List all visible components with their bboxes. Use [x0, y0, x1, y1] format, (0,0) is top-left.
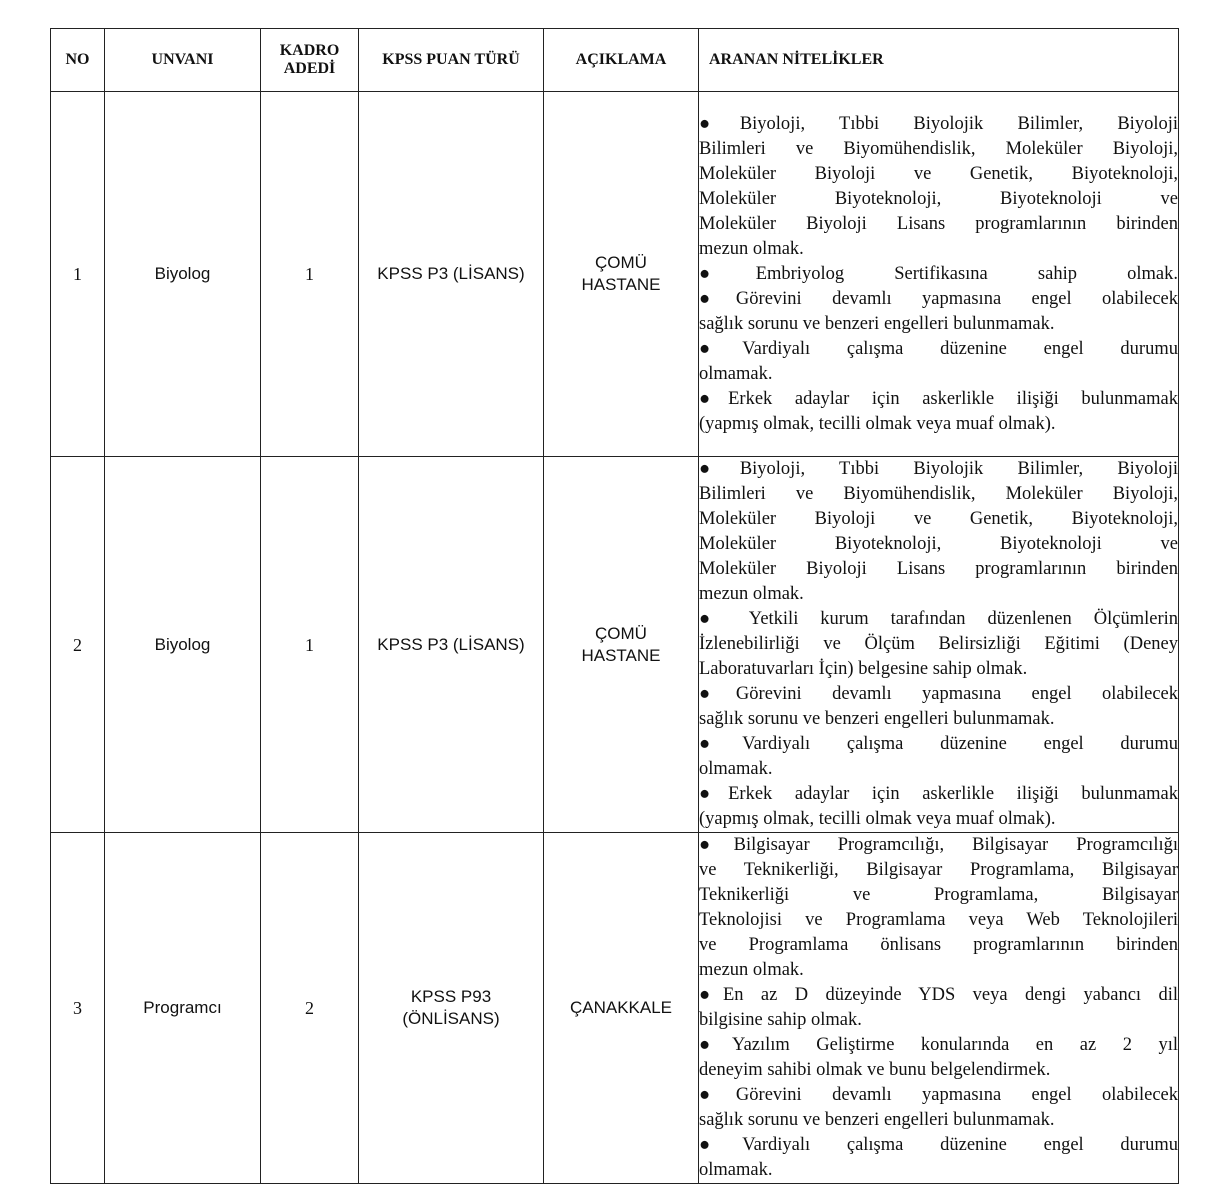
row-aciklama — [544, 833, 699, 1184]
row-aciklama — [544, 92, 699, 457]
qualification-line: bilgisine sahip olmak. — [699, 1010, 862, 1030]
row-aciklama-line1: ÇANAKKALE — [569, 998, 673, 1017]
row-no: 3 — [51, 833, 105, 1184]
qualification-line: Laboratuvarları İçin) belgesine sahip olmak. — [699, 659, 1028, 679]
row-kpss — [359, 457, 544, 833]
qualification-line: sağlık sorunu ve benzeri engelleri bulunmamak. — [699, 1110, 1055, 1130]
qualification-line: ●Görevini devamlı yapmasına engel olabilecek — [699, 684, 1178, 704]
table-row — [51, 457, 1179, 833]
qualification-line: ●Vardiyalı çalışma düzenine engel durumu — [699, 338, 1178, 359]
qualification-line: olmamak. — [699, 363, 773, 384]
row-qualifications — [699, 833, 1179, 1184]
qualification-line: mezun olmak. — [699, 238, 804, 259]
row-qualifications — [699, 457, 1179, 833]
qualification-line: sağlık sorunu ve benzeri engelleri bulunmamak. — [699, 709, 1055, 729]
qualification-line: ●En az D düzeyinde YDS veya dengi yabancı dil — [699, 985, 1178, 1005]
qualification-line: ● Yetkili kurum tarafından düzenlenen Ölçümlerin — [699, 609, 1178, 629]
header-nitelikler: ARANAN NİTELİKLER — [699, 29, 1179, 92]
qualification-line: Teknolojisi ve Programlama veya Web Teknolojileri — [699, 910, 1178, 930]
qualification-line: olmamak. — [699, 759, 773, 779]
qualification-line: ●Biyoloji, Tıbbi Biyolojik Bilimler, Biyoloji — [699, 459, 1178, 479]
qualification-line: ●Görevini devamlı yapmasına engel olabilecek — [699, 1085, 1178, 1105]
qualification-line: ●Embriyolog Sertifikasına sahip olmak. — [699, 263, 1178, 284]
header-no: NO — [51, 29, 105, 92]
qualification-line: mezun olmak. — [699, 584, 804, 604]
qualification-line: ●Vardiyalı çalışma düzenine engel durumu — [699, 1135, 1178, 1155]
table-row — [51, 833, 1179, 1184]
qualification-line: ●Bilgisayar Programcılığı, Bilgisayar Programcılığı — [699, 835, 1178, 855]
row-kadro: 1 — [261, 457, 359, 833]
header-kadro-line1: KADRO — [279, 42, 340, 59]
qualification-line: (yapmış olmak, tecilli olmak veya muaf olmak). — [699, 809, 1056, 829]
job-positions-table — [50, 28, 1179, 1184]
qualification-line: ve Teknikerliği, Bilgisayar Programlama, Bilgisayar — [699, 860, 1178, 880]
qualification-line: mezun olmak. — [699, 960, 804, 980]
qualification-line: olmamak. — [699, 1160, 773, 1180]
header-kadro — [261, 29, 359, 92]
qualification-line: Moleküler Biyoteknoloji, Biyoteknoloji ve — [699, 188, 1178, 209]
row-aciklama-line1: ÇOMÜ — [595, 253, 647, 272]
row-no: 2 — [51, 457, 105, 833]
qualification-line: ●Erkek adaylar için askerlikle ilişiği bulunmamak — [699, 784, 1178, 804]
row-kpss — [359, 92, 544, 457]
qualification-line: İzlenebilirliği ve Ölçüm Belirsizliği Eğitimi (Deney — [699, 634, 1178, 654]
header-aciklama: AÇIKLAMA — [544, 29, 699, 92]
row-aciklama-line2: HASTANE — [581, 645, 661, 665]
row-kpss-line1: KPSS P3 (LİSANS) — [377, 264, 525, 283]
row-aciklama — [544, 457, 699, 833]
qualification-line: (yapmış olmak, tecilli olmak veya muaf olmak). — [699, 413, 1056, 434]
table-header-row — [51, 29, 1179, 92]
row-unvani: Programcı — [105, 833, 261, 1184]
qualification-line: ●Biyoloji, Tıbbi Biyolojik Bilimler, Biyoloji — [699, 113, 1178, 134]
row-no: 1 — [51, 92, 105, 457]
qualification-line: deneyim sahibi olmak ve bunu belgelendirmek. — [699, 1060, 1051, 1080]
row-kpss-line2: (ÖNLİSANS) — [402, 1009, 500, 1028]
qualification-line: ●Erkek adaylar için askerlikle ilişiği bulunmamak — [699, 388, 1178, 409]
qualification-line: Moleküler Biyoloji Lisans programlarının birinden — [699, 213, 1178, 234]
row-aciklama-line1: ÇOMÜ — [595, 623, 647, 643]
qualification-line: ●Vardiyalı çalışma düzenine engel durumu — [699, 734, 1178, 754]
row-kpss — [359, 833, 544, 1184]
table-row — [51, 92, 1179, 457]
header-kpss: KPSS PUAN TÜRÜ — [359, 29, 544, 92]
qualification-line: Bilimleri ve Biyomühendislik, Moleküler Biyoloji, — [699, 138, 1178, 159]
header-kadro-line2: ADEDİ — [283, 60, 336, 77]
qualification-line: Moleküler Biyoloji ve Genetik, Biyoteknoloji, — [699, 163, 1178, 184]
qualification-line: Moleküler Biyoteknoloji, Biyoteknoloji ve — [699, 534, 1178, 554]
qualification-line: ve Programlama önlisans programlarının birinden — [699, 935, 1178, 955]
qualification-line: Teknikerliği ve Programlama, Bilgisayar — [699, 885, 1178, 905]
qualification-line: Moleküler Biyoloji Lisans programlarının birinden — [699, 559, 1178, 579]
header-unvani: UNVANI — [105, 29, 261, 92]
row-unvani: Biyolog — [105, 92, 261, 457]
qualification-line: Moleküler Biyoloji ve Genetik, Biyoteknoloji, — [699, 509, 1178, 529]
qualification-line: ●Görevini devamlı yapmasına engel olabilecek — [699, 288, 1178, 309]
qualification-line: ●Yazılım Geliştirme konularında en az 2 yıl — [699, 1035, 1178, 1055]
row-kadro: 1 — [261, 92, 359, 457]
row-aciklama-line2: HASTANE — [581, 275, 661, 294]
row-kadro: 2 — [261, 833, 359, 1184]
qualification-line: sağlık sorunu ve benzeri engelleri bulunmamak. — [699, 313, 1055, 334]
row-kpss-line1: KPSS P3 (LİSANS) — [377, 634, 525, 654]
qualification-line: Bilimleri ve Biyomühendislik, Moleküler Biyoloji, — [699, 484, 1178, 504]
row-kpss-line1: KPSS P93 — [410, 987, 492, 1006]
row-qualifications — [699, 92, 1179, 457]
row-unvani: Biyolog — [105, 457, 261, 833]
